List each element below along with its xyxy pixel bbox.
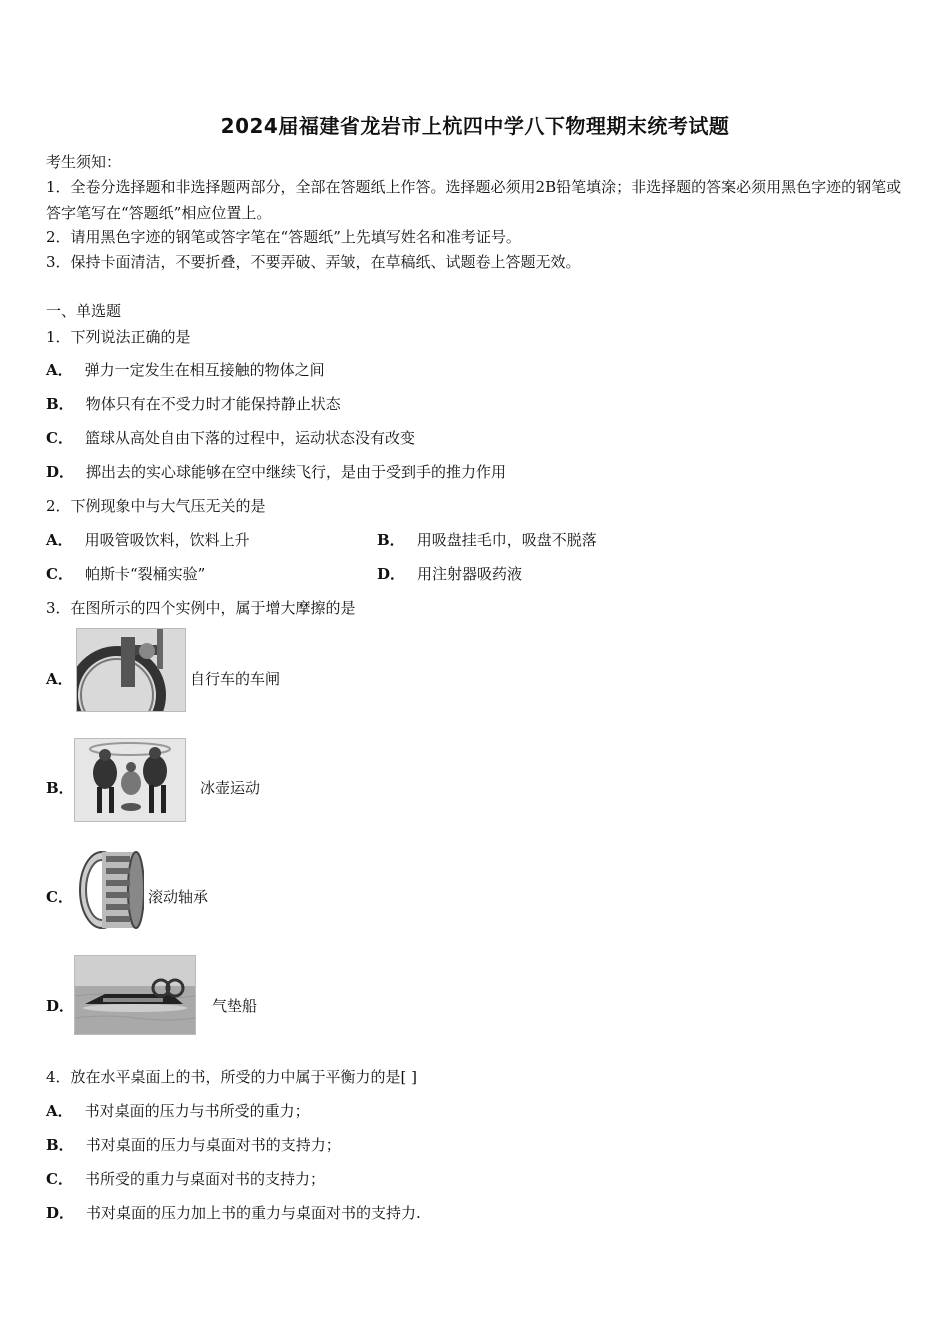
question-3-stem: 3．在图所示的四个实例中，属于增大摩擦的是 (46, 599, 356, 617)
option-text: 书对桌面的压力加上书的重力与桌面对书的支持力. (86, 1204, 421, 1222)
q2-option-b[interactable] (377, 530, 597, 550)
option-letter: A． (46, 1102, 73, 1120)
q1-option-b[interactable] (46, 394, 341, 414)
option-letter: B． (46, 779, 74, 797)
option-letter: D． (377, 565, 406, 583)
q4-option-a[interactable] (46, 1101, 310, 1121)
option-text: 弹力一定发生在相互接触的物体之间 (84, 361, 325, 379)
notice-heading: 考生须知： (46, 153, 122, 171)
q2-option-d[interactable] (377, 564, 522, 584)
option-text: 帕斯卡“裂桶实验” (84, 565, 206, 583)
q1-option-d[interactable] (46, 462, 506, 482)
q2-option-c[interactable] (46, 564, 205, 584)
page-title: 2024届福建省龙岩市上杭四中学八下物理期末统考试题 (220, 114, 730, 138)
option-letter: C． (46, 429, 73, 447)
notice-item-2: 2．请用黑色字迹的钢笔或答字笔在“答题纸”上先填写姓名和准考证号。 (46, 228, 521, 246)
option-letter: A． (46, 531, 73, 549)
q3-option-a-caption: 自行车的车闸 (190, 670, 281, 688)
q3-option-c-caption: 滚动轴承 (148, 888, 209, 906)
q4-option-c[interactable] (46, 1169, 325, 1189)
option-text: 用注射器吸药液 (417, 565, 523, 583)
option-text: 物体只有在不受力时才能保持静止状态 (85, 395, 341, 413)
q3-option-d-caption: 气垫船 (212, 997, 258, 1015)
option-letter: B． (46, 1136, 74, 1154)
option-letter: D． (46, 997, 75, 1015)
bicycle-brake-photo (76, 628, 186, 712)
q4-option-d[interactable] (46, 1203, 421, 1223)
q3-option-b-caption: 冰壶运动 (200, 779, 261, 797)
question-2-stem: 2．下例现象中与大气压无关的是 (46, 497, 266, 515)
option-letter: A． (46, 361, 73, 379)
option-letter: D． (46, 1204, 75, 1222)
option-text: 书所受的重力与桌面对书的支持力； (84, 1170, 325, 1188)
question-4-stem: 4．放在水平桌面上的书，所受的力中属于平衡力的是[ ] (46, 1068, 418, 1086)
option-letter: C． (46, 888, 73, 906)
option-letter: D． (46, 463, 75, 481)
option-text: 用吸盘挂毛巾，吸盘不脱落 (416, 531, 597, 549)
option-text: 书对桌面的压力与书所受的重力； (84, 1102, 310, 1120)
q4-option-b[interactable] (46, 1135, 341, 1155)
option-text: 掷出去的实心球能够在空中继续飞行，是由于受到手的推力作用 (86, 463, 507, 481)
q1-option-c[interactable] (46, 428, 415, 448)
hovercraft-photo (74, 955, 196, 1035)
q1-option-a[interactable] (46, 360, 325, 380)
option-letter: A． (46, 670, 73, 688)
option-letter: C． (46, 565, 73, 583)
notice-item-3: 3．保持卡面清洁，不要折叠，不要弄破、弄皱，在草稿纸、试题卷上答题无效。 (46, 253, 581, 271)
roller-bearing-photo (76, 848, 144, 932)
option-letter: B． (46, 395, 74, 413)
option-text: 篮球从高处自由下落的过程中，运动状态没有改变 (84, 429, 415, 447)
section-heading: 一、单选题 (46, 302, 122, 320)
option-text: 用吸管吸饮料，饮料上升 (84, 531, 250, 549)
option-letter: C． (46, 1170, 73, 1188)
option-letter: B． (377, 531, 405, 549)
question-1-stem: 1．下列说法正确的是 (46, 328, 191, 346)
notice-item-1: 1．全卷分选择题和非选择题两部分，全部在答题纸上作答。选择题必须用2B铅笔填涂；非选择题的答案必须用黑色字迹的钢笔或答字笔写在“答题纸”相应位置上。 (46, 178, 902, 222)
curling-photo (74, 738, 186, 822)
option-text: 书对桌面的压力与桌面对书的支持力； (85, 1136, 341, 1154)
q2-option-a[interactable] (46, 530, 250, 550)
